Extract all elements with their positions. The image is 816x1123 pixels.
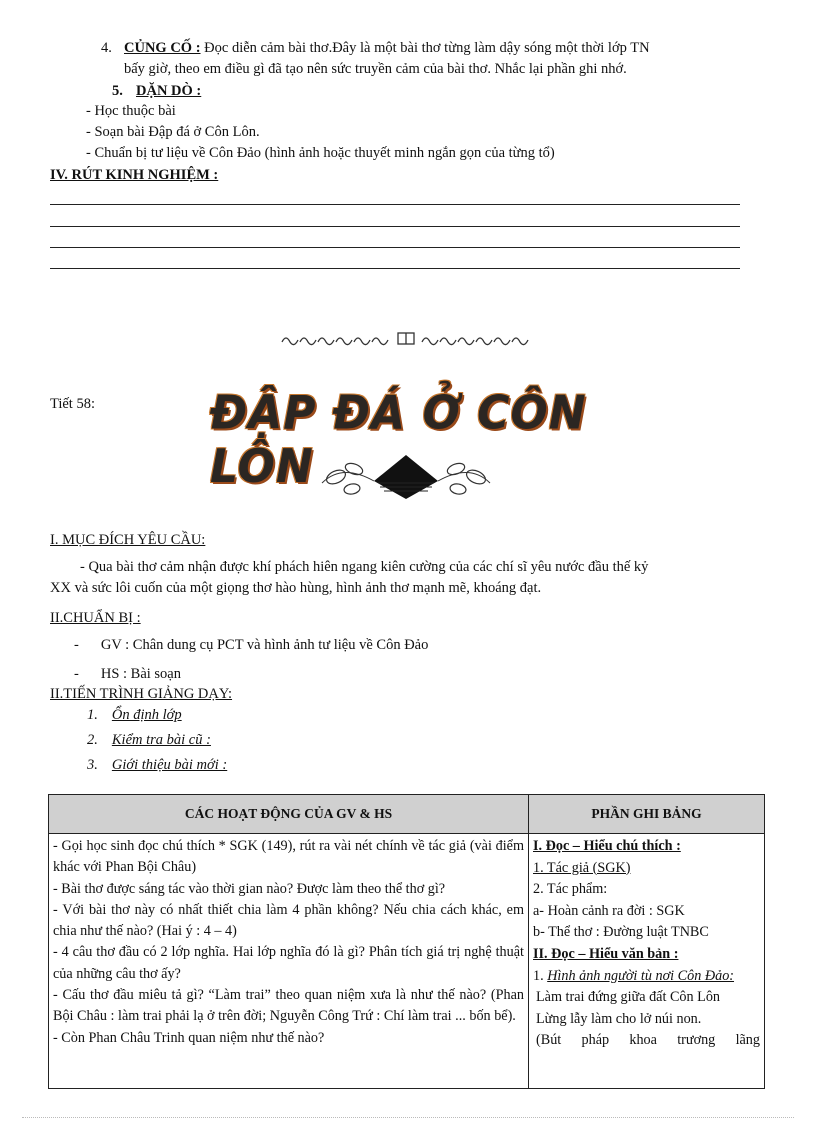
- dando-item-2: - Soạn bài Đập đá ở Côn Lôn.: [86, 124, 260, 140]
- step-2: 2. Kiểm tra bài cũ :: [87, 732, 211, 748]
- section2-item-1: - GV : Chân dung cụ PCT và hình ảnh tư liệu về Côn Đảo: [74, 637, 429, 653]
- dando-item-3: - Chuẩn bị tư liệu về Côn Đảo (hình ảnh hoặc thuyết minh ngắn gọn của từng tổ): [86, 145, 555, 161]
- note-author: 1. Tác giả (SGK): [533, 859, 631, 876]
- section2-item-2: - HS : Bài soạn: [74, 666, 181, 682]
- section1-text1: - Qua bài thơ cảm nhận được khí phách hiên ngang kiên cường của các chí sĩ yêu nước đầu thế kỷ: [80, 559, 649, 575]
- dando-item-1: - Học thuộc bài: [86, 103, 176, 119]
- note-form: b- Thể thơ : Đường luật TNBC: [533, 924, 709, 941]
- lesson-title: ĐẬP ĐÁ Ở CÔN LÔN: [210, 386, 587, 494]
- rule-line-2: [50, 226, 740, 227]
- note-work: 2. Tác phẩm:: [533, 881, 608, 898]
- activity-line-1: - Gọi học sinh đọc chú thích * SGK (149), rút ra vài nét chính về tác giả (vài điểm khác với Phan Bội Châu): [53, 838, 524, 876]
- activities-cell: [49, 834, 529, 1089]
- page-bottom-border: [22, 1117, 794, 1118]
- header-notes: PHẦN GHI BẢNG: [529, 795, 765, 834]
- activity-line-3: - Với bài thơ này có nhất thiết chia làm 4 phần không? Nếu chia cách khác, em chia như thế nào? (Hai ý : 4 – 4): [53, 901, 524, 940]
- step-2-label: Kiểm tra bài cũ :: [111, 732, 211, 748]
- step-1: 1. Ổn định lớp: [87, 707, 182, 723]
- step-3-label: Giới thiệu bài mới :: [111, 757, 228, 773]
- ornament-border-icon: [280, 331, 535, 347]
- item4-text2: bấy giờ, theo em điều gì đã tạo nên sức truyền cảm của bài thơ. Nhắc lại phần ghi nhớ.: [124, 61, 627, 77]
- section1-text2: XX và sức lôi cuốn của một giọng thơ hào hùng, hình ảnh thơ mạnh mẽ, khoáng đạt.: [50, 580, 542, 596]
- rule-line-4: [50, 268, 740, 269]
- rule-line-1: [50, 204, 740, 205]
- lesson-period: Tiết 58:: [50, 396, 95, 412]
- activity-line-4: - 4 câu thơ đầu có 2 lớp nghĩa. Hai lớp nghĩa đó là gì? Phân tích giá trị nghệ thuật của những câu thơ ấy?: [53, 944, 524, 982]
- notes-cell: [529, 834, 765, 1089]
- lesson-table: [48, 794, 765, 1089]
- section4-heading: IV. RÚT KINH NGHIỆM :: [50, 167, 219, 183]
- step-1-label: Ổn định lớp: [111, 707, 182, 723]
- section2-heading: II.CHUẨN BỊ :: [50, 610, 141, 626]
- section3-heading: II.TIẾN TRÌNH GIẢNG DẠY:: [50, 686, 233, 702]
- item5-number: 5.: [112, 83, 123, 99]
- note-verse-2: Lừng lẫy làm cho lở núi non.: [536, 1010, 702, 1027]
- item5-label: DẶN DÒ :: [136, 83, 202, 99]
- rule-line-3: [50, 247, 740, 248]
- activity-line-6: - Còn Phan Châu Trinh quan niệm như thế nào?: [53, 1029, 325, 1046]
- note-context: a- Hoàn cảnh ra đời : SGK: [533, 902, 685, 919]
- flourish-ornament-icon: [318, 453, 494, 501]
- section2-item-1-text: GV : Chân dung cụ PCT và hình ảnh tư liệu về Côn Đảo: [100, 637, 429, 653]
- note-verse-1: Làm trai đứng giữa đất Côn Lôn: [536, 989, 721, 1006]
- section2-item-2-text: HS : Bài soạn: [100, 666, 181, 682]
- item4-number: 4.: [101, 40, 112, 56]
- item4-text1: Đọc diễn cảm bài thơ.Đây là một bài thơ từng làm dậy sóng một thời lớp TN: [200, 40, 650, 56]
- note-comment: (Bút pháp khoa trương lãng: [536, 1032, 760, 1049]
- note-heading-1: I. Đọc – Hiểu chú thích :: [533, 838, 681, 854]
- note-image-heading: 1. Hình ảnh người tù nơi Côn Đảo:: [533, 967, 735, 984]
- activity-line-5: - Cấu thơ đầu miêu tả gì? “Làm trai” theo quan niệm xưa là như thế nào? (Phan Bội Châu : làm trai phải lạ ở trên đời; Nguyễn Công Trứ : Chí làm trai ... bốn bể).: [53, 987, 524, 1025]
- activity-line-2: - Bài thơ được sáng tác vào thời gian nào? Được làm theo thể thơ gì?: [53, 880, 446, 897]
- header-activities: CÁC HOẠT ĐỘNG CỦA GV & HS: [49, 795, 529, 834]
- section1-heading: I. MỤC ĐÍCH YÊU CẦU:: [50, 532, 206, 548]
- step-3: 3. Giới thiệu bài mới :: [87, 757, 228, 773]
- item4-line: [124, 40, 650, 57]
- item4-label: CỦNG CỐ :: [124, 40, 201, 56]
- note-heading-2: II. Đọc – Hiểu văn bản :: [533, 945, 679, 962]
